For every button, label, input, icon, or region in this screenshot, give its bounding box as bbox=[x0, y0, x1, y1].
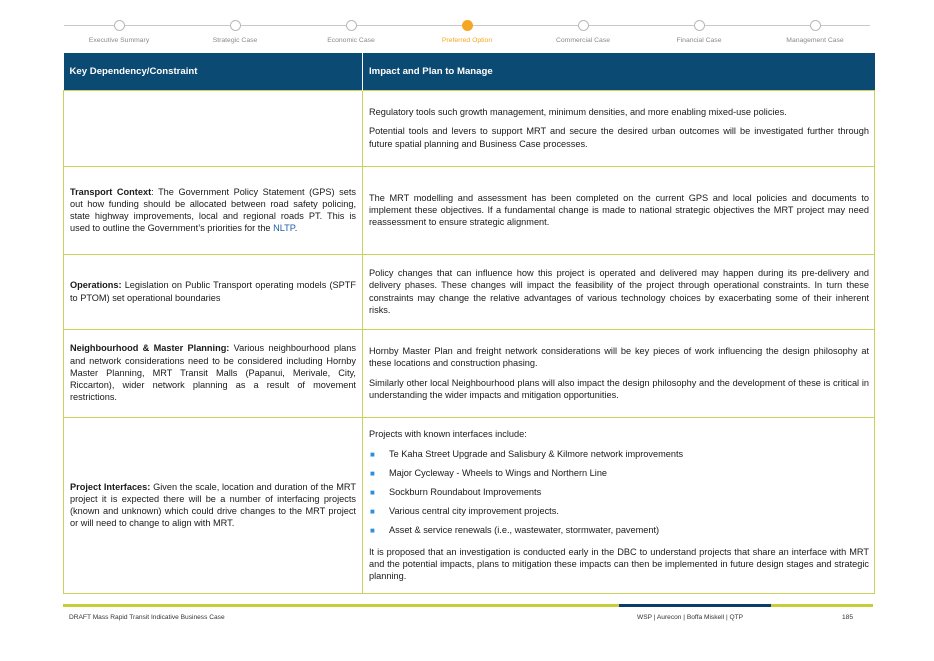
paragraph: Projects with known interfaces include: bbox=[369, 428, 527, 439]
dependency-title: Project Interfaces: bbox=[70, 481, 151, 492]
cell-dependency bbox=[64, 254, 363, 329]
table-row bbox=[64, 329, 875, 417]
step-dot bbox=[810, 20, 821, 31]
list-item bbox=[369, 445, 869, 464]
footer-rule-accent bbox=[619, 604, 771, 607]
cell-impact bbox=[363, 166, 875, 254]
step-dot bbox=[114, 20, 125, 31]
table-header-row bbox=[64, 53, 875, 90]
interface-projects-list bbox=[369, 445, 869, 540]
cell-impact bbox=[363, 254, 875, 329]
cell-dependency bbox=[64, 329, 363, 417]
bullet-icon: ■ bbox=[370, 506, 375, 516]
nav-step-executive-summary[interactable] bbox=[64, 18, 174, 44]
nav-step-commercial-case[interactable] bbox=[528, 18, 638, 44]
dependency-text: Various neighbourhood plans and network considerations need to be considered including Hornby Master Planning, MRT Transit Malls (Papanui, Merivale, City, Riccarton), wider network planning as a result of movement restrictions. bbox=[70, 343, 356, 403]
dependency-table bbox=[63, 53, 875, 594]
step-dot bbox=[694, 20, 705, 31]
nav-step-strategic-case[interactable] bbox=[180, 18, 290, 44]
bullet-icon: ■ bbox=[370, 487, 375, 497]
dependency-title: Neighbourhood & Master Planning: bbox=[70, 343, 230, 354]
cell-impact bbox=[363, 329, 875, 417]
list-item bbox=[369, 521, 869, 540]
step-dot bbox=[346, 20, 357, 31]
header-impact-plan: Impact and Plan to Manage bbox=[363, 53, 875, 90]
footer-document-title: DRAFT Mass Rapid Transit Indicative Business Case bbox=[69, 614, 225, 621]
list-item bbox=[369, 483, 869, 502]
step-label: Strategic Case bbox=[212, 37, 258, 44]
paragraph: It is proposed that an investigation is conducted early in the DBC to understand projects that share an interface with MRT and the potential impacts, plans to mitigation these impacts can then be implemented in future design stages and strategic planning. bbox=[369, 546, 869, 582]
nav-step-management-case[interactable] bbox=[760, 18, 870, 44]
cell-dependency bbox=[64, 90, 363, 166]
list-item-text: Asset & service renewals (i.e., wastewater, stormwater, pavement) bbox=[389, 524, 660, 535]
list-item-text: Te Kaha Street Upgrade and Salisbury & Kilmore network improvements bbox=[389, 448, 684, 459]
step-label: Financial Case bbox=[676, 37, 722, 44]
paragraph: Policy changes that can influence how this project is operated and delivered may happen during its pre-delivery and delivery phases. These changes will impact the feasibility of the project through operational constraints. In turn these constraints may change the relative advantages of various technology choices by exacerbating some of their inherent risks. bbox=[369, 268, 869, 315]
step-dot bbox=[578, 20, 589, 31]
bullet-icon: ■ bbox=[370, 449, 375, 459]
cell-dependency bbox=[64, 166, 363, 254]
nav-step-preferred-option[interactable] bbox=[412, 18, 522, 44]
nav-step-economic-case[interactable] bbox=[296, 18, 406, 44]
dependency-title: Operations: bbox=[70, 280, 122, 291]
nav-step-financial-case[interactable] bbox=[644, 18, 754, 44]
table-row bbox=[64, 90, 875, 166]
step-label: Preferred Option bbox=[441, 37, 493, 44]
paragraph: The MRT modelling and assessment has been completed on the current GPS and local policies and documents to implement these objectives. If a fundamental change is made to national strategic objectives the MRT project may need reassessment to ensure strategic alignment. bbox=[369, 192, 869, 228]
paragraph: Potential tools and levers to support MRT and secure the desired urban outcomes will be investigated further through future spatial planning and Business Case processes. bbox=[369, 126, 869, 149]
nltp-link[interactable]: NLTP bbox=[273, 223, 295, 234]
step-label: Management Case bbox=[786, 37, 844, 44]
table-row bbox=[64, 417, 875, 593]
dependency-text-end: . bbox=[294, 223, 298, 234]
step-label: Executive Summary bbox=[88, 37, 150, 44]
list-item bbox=[369, 502, 869, 521]
cell-impact bbox=[363, 417, 875, 593]
step-label: Commercial Case bbox=[555, 37, 610, 44]
bullet-icon: ■ bbox=[370, 525, 375, 535]
list-item bbox=[369, 464, 869, 483]
list-item-text: Various central city improvement projects. bbox=[389, 505, 559, 516]
page-number: 185 bbox=[842, 614, 854, 621]
cell-impact bbox=[363, 90, 875, 166]
footer-authors: WSP | Aurecon | Boffa Miskell | QTP bbox=[637, 614, 744, 621]
dependency-text: Given the scale, location and duration of the MRT project it is expected there will be a number of interfacing projects (known and unknown) which could drive changes to the MRT project or will need to change to align with MRT. bbox=[70, 481, 356, 529]
progress-nav bbox=[64, 18, 870, 50]
table-row bbox=[64, 254, 875, 329]
dependency-text: Legislation on Public Transport operating models (SPTF to PTOM) set operational boundaries bbox=[70, 280, 356, 303]
step-dot bbox=[230, 20, 241, 31]
header-key-dependency: Key Dependency/Constraint bbox=[64, 53, 363, 90]
paragraph: Regulatory tools such growth management, minimum densities, and more enabling mixed-use policies. bbox=[369, 107, 787, 118]
paragraph: Similarly other local Neighbourhood plans will also impact the design philosophy and the development of these is critical in understanding the wider impacts and mitigation opportunities. bbox=[369, 377, 869, 400]
table-row bbox=[64, 166, 875, 254]
list-item-text: Major Cycleway - Wheels to Wings and Northern Line bbox=[389, 467, 608, 478]
step-dot-active bbox=[462, 20, 473, 31]
paragraph: Hornby Master Plan and freight network considerations will be key pieces of work influencing the design philosophy at these locations and construction phasing. bbox=[369, 346, 869, 369]
dependency-title: Transport Context bbox=[70, 186, 152, 197]
dependency-text: : The Government Policy Statement (GPS) sets out how funding should be allocated between road safety policing, state highway improvements, local and regional roads PT. This is used to outline the Government’s priorities for the bbox=[70, 186, 356, 234]
step-label: Economic Case bbox=[327, 37, 375, 44]
bullet-icon: ■ bbox=[370, 468, 375, 478]
cell-dependency bbox=[64, 417, 363, 593]
list-item-text: Sockburn Roundabout Improvements bbox=[389, 486, 542, 497]
